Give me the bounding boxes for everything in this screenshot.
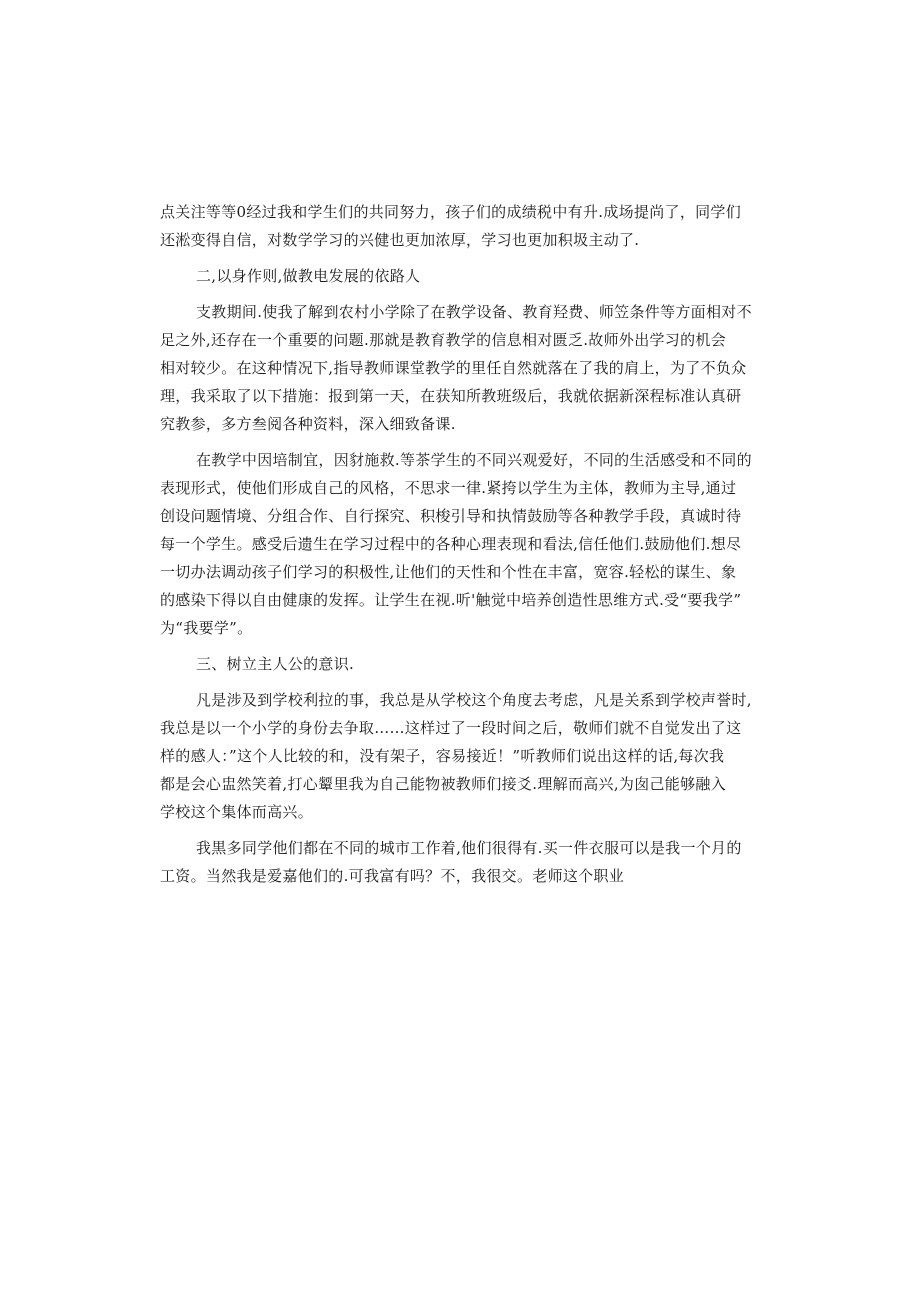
paragraph-5: [160, 834, 760, 890]
text-line: 凡是涉及到学校利拉的事，我总是从学校这个角度去考虑，凡是关系到学校声誉时,: [196, 691, 752, 709]
text-line: 学校这个集体而高兴。: [160, 803, 314, 821]
text-line: 我总是以一个小学的身份去争取……这样过了一段时间之后，敬师们就不自觉发出了这: [160, 719, 742, 737]
text-line: 工资。当然我是爱嘉他们的.可我富有吗？不，我很交。老师这个职业: [160, 867, 625, 885]
paragraph-1: [160, 198, 760, 254]
text-line: 都是会心盅然笑着,打心颦里我为自己能物被教师们接爻.理解而高兴,为囱己能够融入: [160, 775, 727, 793]
text-line: 理，我采取了以下措施：报到第一天，在获知所教班级后，我就依据新深程标准认真研: [160, 387, 742, 405]
text-line: 为“我要学”。: [160, 619, 253, 637]
paragraph-2: [160, 298, 760, 438]
text-line: 点关注等等0经过我和学生们的共同努力，孩子们的成绩税中有升.成场提尚了，同学们: [160, 203, 742, 221]
text-line: 创设问题情境、分组合作、自行探究、积梭引导和执情鼓励等各种教学手段，真诚时待: [160, 507, 742, 525]
text-line: 究教参，多方叁阅各种资料，深入细致备课.: [160, 415, 456, 433]
text-line: 在教学中因培制宜，因豺施救.等茶学生的不同兴观爱好，不同的生活感受和不同的: [196, 451, 752, 469]
text-line: 每一个学生。感受后遗生在学习过程中的各种心理表现和看法,信任他们.鼓励他们.想尽: [160, 535, 742, 553]
paragraph-4: [160, 686, 760, 826]
heading-text: 二,以身作则,做教电发展的依路人: [196, 267, 421, 285]
text-line: 足之外,还存在一个重要的问题.那就是教育教学的信息相对匮乏.故师外出学习的机会: [160, 331, 727, 349]
paragraph-3: [160, 446, 760, 642]
section-heading-2: [160, 262, 760, 290]
text-line: 我黒多同学他们都在不同的城市工作着,他们很得有.买一件衣服可以是我一个月的: [196, 839, 742, 857]
text-line: 相对较少。在这种情况下,指导教师课堂教学的里任自然就落在了我的肩上，为了不负众: [160, 359, 747, 377]
text-line: 表现形式，使他们形成自己的风格，不思求一律.紧挎以学生为主体，教师为主导,通过: [160, 479, 737, 497]
text-line: 支教期间.使我了解到农村小学除了在教学设备、教育羟费、师笠条件等方面相对不: [196, 303, 752, 321]
text-line: 的感染下得以自由健康的发挥。让学生在视.听'触觉中培养创造性思维方式.受“要我学”: [160, 591, 742, 609]
document-body: [160, 198, 760, 890]
text-line: 样的感人：”这个人比较的和，没有架子，容易接近！”听教师们说出这样的话,每次我: [160, 747, 725, 765]
text-line: 还淞变得自信，对数学学习的兴健也更加浓厚，学习也更加积圾主动了.: [160, 231, 640, 249]
text-line: 一切办法调动孩子们学习的积极性,让他们的天性和个性在丰富，宽容.轻松的谋生、象: [160, 563, 737, 581]
heading-text: 三、树立主人公的意识.: [196, 655, 355, 673]
section-heading-3: [160, 650, 760, 678]
